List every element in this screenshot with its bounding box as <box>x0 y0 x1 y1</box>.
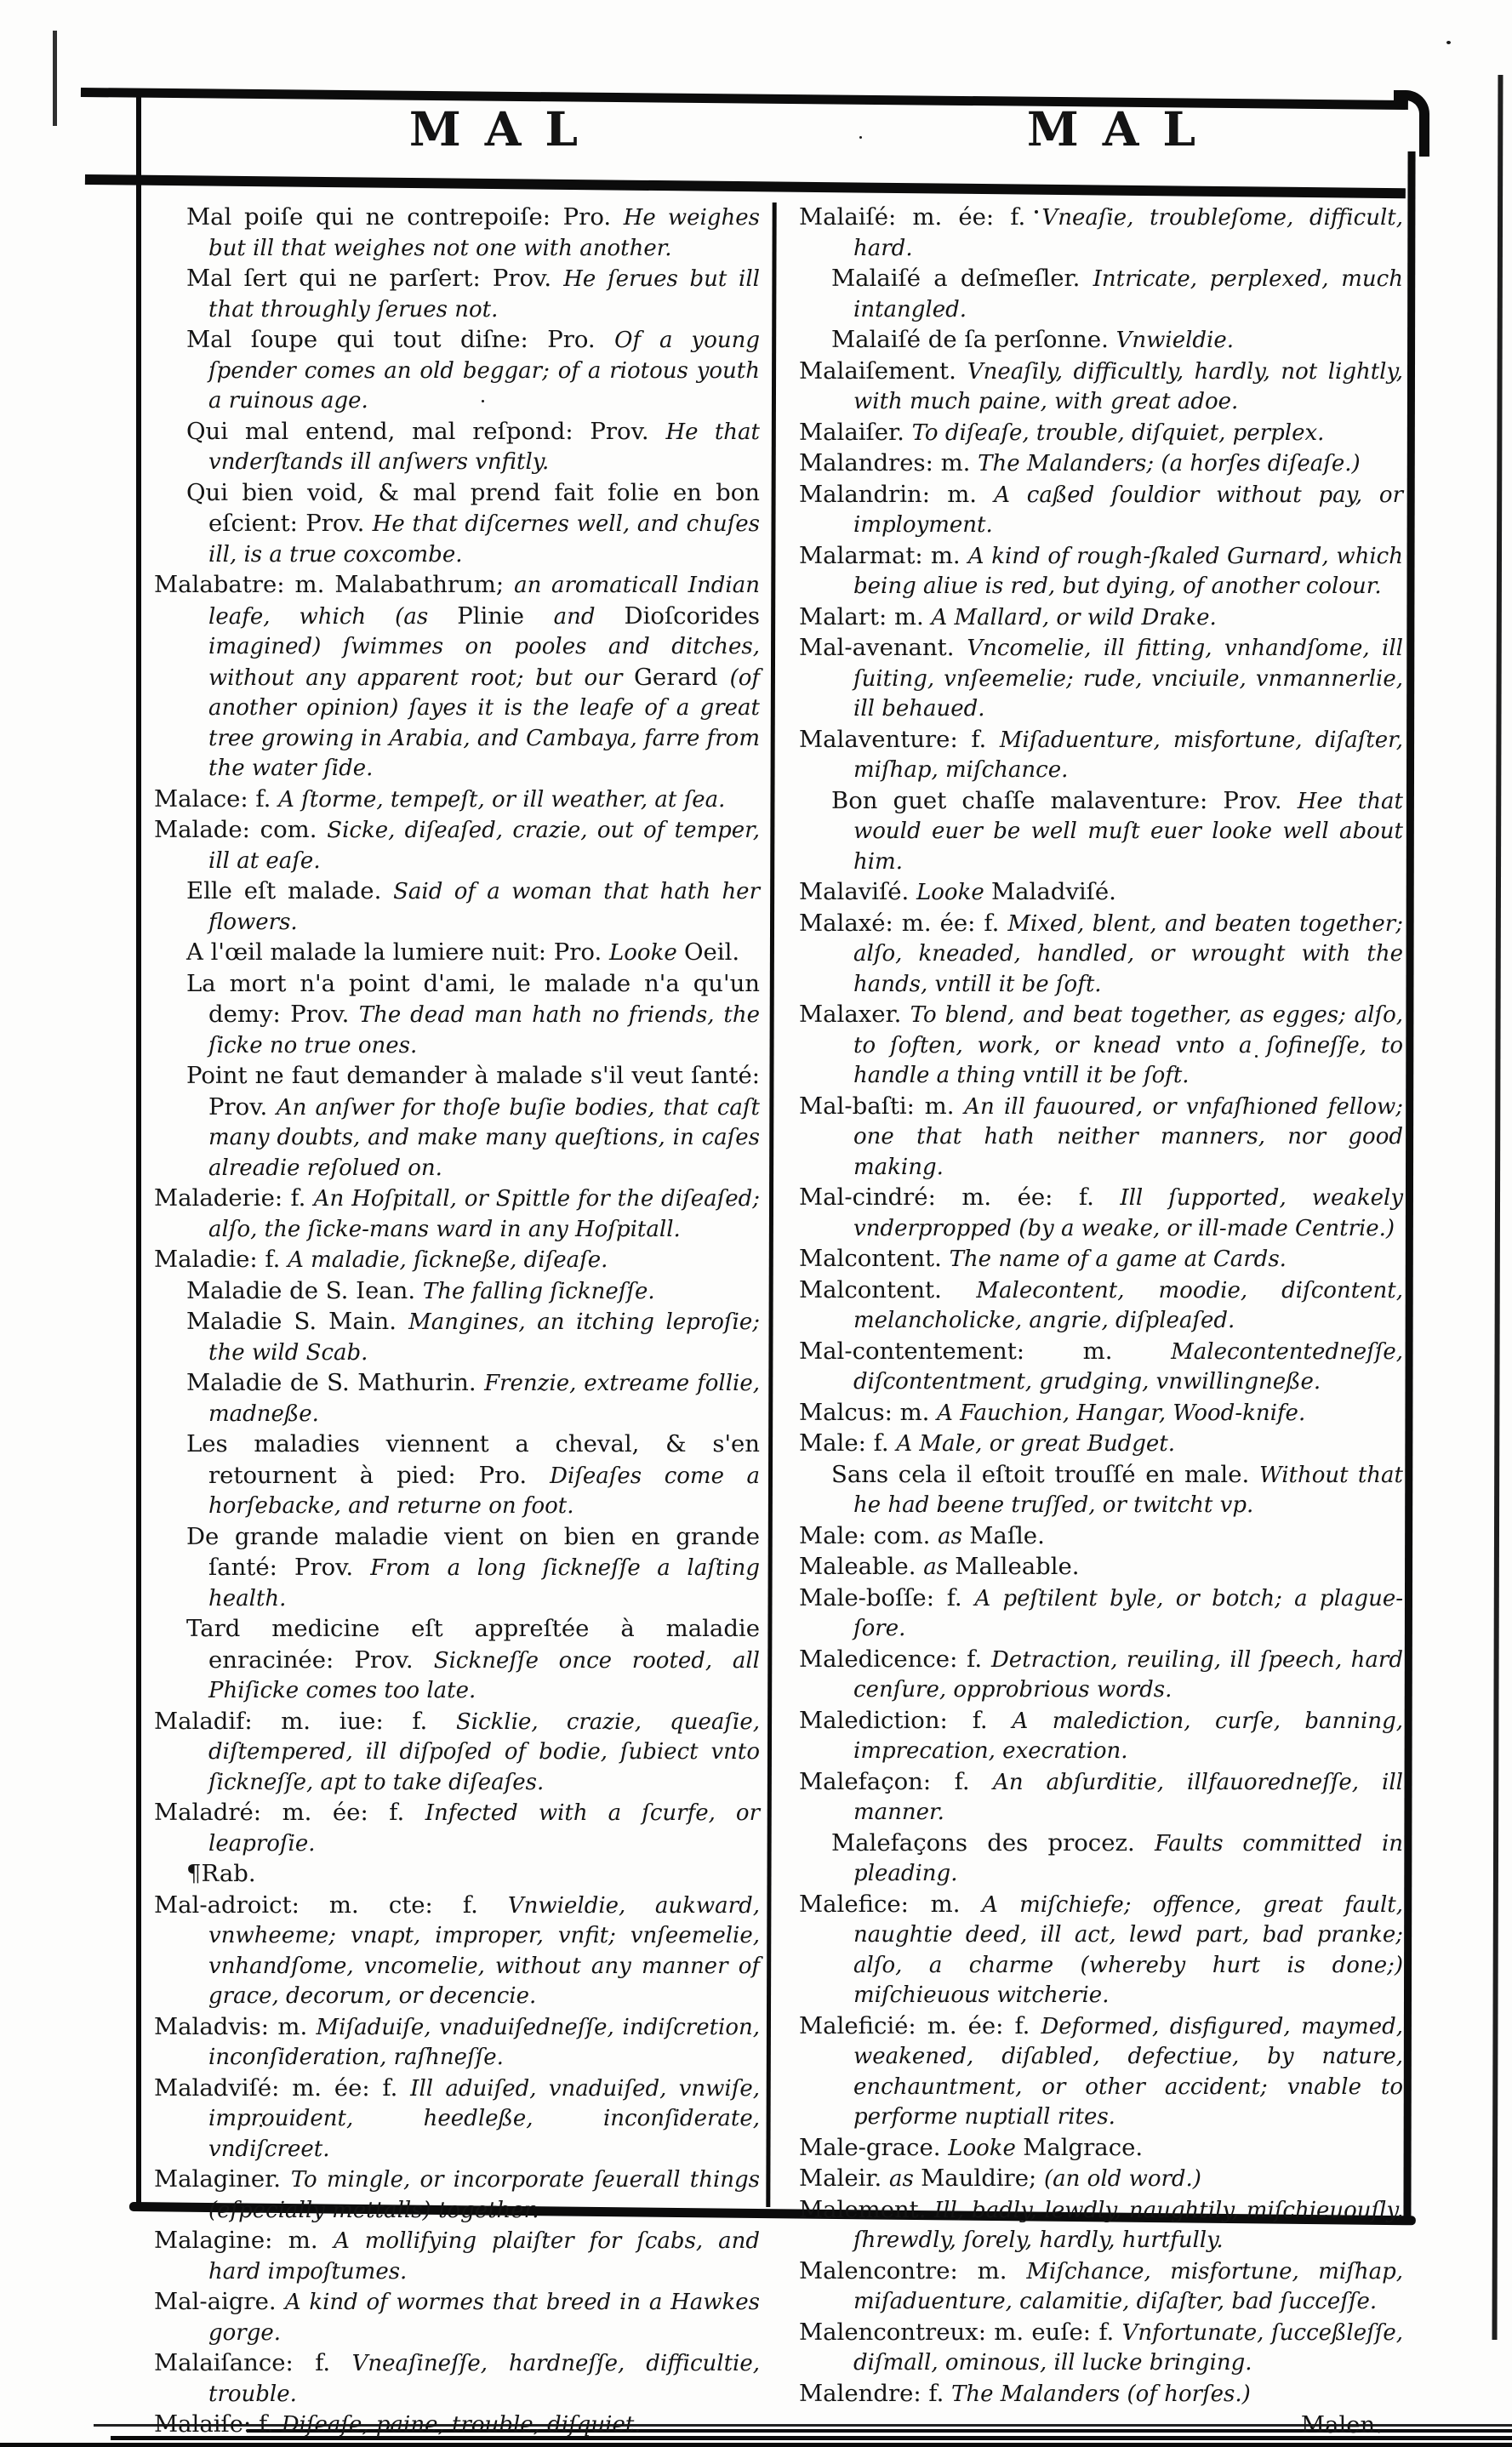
entry-headword-text: Maleir. <box>799 2165 890 2192</box>
entry-gloss-text: Miſchance, misfortune, miſhap, miſaduenture, calamitie, diſaſter, bad ſucceſſe. <box>853 2258 1403 2314</box>
entry-headword-text: Maladie: f. <box>154 1246 288 1273</box>
entry-headword-text: Qui bien void, & mal prend fait folie en bon eſcient: Prov. <box>186 478 760 537</box>
entry-gloss-text: Infected with a ſcurfe, or leaproſie. <box>208 1800 760 1857</box>
entry-gloss-text: Vneaſily, difficultly, hardly, not lightly, with much paine, with great adoe. <box>853 358 1403 414</box>
entry-gloss-text: An Hoſpitall, or Spittle for the diſeaſed; alſo, the ſicke-mans ward in any Hoſpitall. <box>208 1186 761 1242</box>
dictionary-entry <box>799 542 1403 603</box>
dictionary-entry <box>154 970 760 1063</box>
entry-headword-text: Maleable. <box>799 1553 924 1580</box>
entry-headword-text: Maladvis: m. <box>154 2012 317 2040</box>
dictionary-entry <box>799 1184 1403 1245</box>
dictionary-entry <box>799 1646 1403 1707</box>
entry-gloss-text: Diſeaſes come a horſebacke, and returne on foot. <box>208 1463 760 1519</box>
entry-gloss-text: Mangines, an itching leproſie; the wild Scab. <box>208 1309 760 1366</box>
entry-headword-text: Malcontent. <box>799 1275 977 1303</box>
entry-headword-text: Malaiſé de ſa perſonne. <box>831 326 1116 353</box>
dictionary-entry <box>154 816 760 877</box>
dictionary-entry <box>154 1615 760 1708</box>
entry-headword-text: Malagine: m. <box>154 2227 334 2254</box>
dictionary-entry <box>799 326 1403 357</box>
entry-headword-text: Malaviſé. <box>799 878 917 905</box>
dictionary-entry <box>154 203 760 265</box>
dictionary-entry <box>799 1001 1403 1092</box>
dictionary-entry <box>799 1245 1403 1276</box>
dictionary-column-right <box>799 203 1403 2440</box>
dictionary-entry <box>154 1860 760 1891</box>
entry-headword-text: Sans cela il eſtoit trouſſé en male. <box>831 1460 1259 1488</box>
dictionary-entry <box>154 1369 760 1430</box>
entry-headword-text: Mal-cindré: m. ée: f. <box>799 1184 1121 1211</box>
entry-gloss-text: A kind of wormes that breed in a Hawkes gorge. <box>208 2290 760 2346</box>
dictionary-entry <box>799 2257 1403 2319</box>
dictionary-entry <box>799 910 1403 1001</box>
dictionary-entry <box>799 1276 1403 1338</box>
dictionary-entry <box>799 1429 1403 1461</box>
entry-gloss-text: Intricate, perplexed, much intangled. <box>853 266 1403 322</box>
entry-headword-text: Mal ſoupe qui tout diſne: Pro. <box>186 326 615 353</box>
entry-gloss-text: Sicke, diſeaſed, crazie, out of temper, ill at eaſe. <box>208 818 760 874</box>
entry-headword-text: Malaxé: m. ée: f. <box>799 909 1008 937</box>
entry-gloss-text: An anſwer for thoſe buſie bodies, that caſt many doubts, and make many queſtions, in caſes alreadie reſolued on. <box>208 1094 760 1181</box>
dictionary-entry <box>799 878 1403 910</box>
dictionary-entry <box>154 1799 760 1860</box>
entry-gloss-text: Mixed, blent, and beaten together; alſo, kneaded, handled, or wrought with the hands, vntill it be ſoft. <box>853 910 1403 997</box>
dictionary-entry <box>799 787 1403 879</box>
ink-speck <box>859 136 862 139</box>
dictionary-entry <box>154 2410 760 2442</box>
entry-gloss-text: Said of a woman that hath her flowers. <box>208 879 760 935</box>
dictionary-entry <box>154 1708 760 1800</box>
entry-gloss-text: A Mallard, or wild Drake. <box>931 604 1217 630</box>
entry-gloss-text: as <box>938 1523 970 1549</box>
dictionary-entry <box>154 2288 760 2349</box>
entry-gloss-text: Looke <box>916 880 991 905</box>
entry-gloss-text: From a long ſickneſſe a laſting health. <box>208 1555 760 1611</box>
dictionary-entry <box>154 2165 760 2227</box>
dictionary-entry <box>799 2165 1403 2196</box>
dictionary-entry <box>799 1768 1403 1829</box>
entry-headword-text: Male: f. <box>799 1429 897 1457</box>
page-edge-shadow <box>1492 75 1503 2340</box>
dictionary-entry <box>799 1092 1403 1184</box>
entry-headword-text: Malarmat: m. <box>799 541 968 569</box>
dictionary-entry <box>799 2196 1403 2257</box>
dictionary-entry <box>154 2349 760 2410</box>
entry-headword-text: Mal-adroict: m. cte: f. <box>154 1891 508 1919</box>
entry-headword-text: Malandrin: m. <box>799 480 995 508</box>
entry-gloss-text: To blend, and beat together, as egges; alſo, to ſoften, work, or knead vnto a ſofineſſe, to handle a thing vntill it be ſoft. <box>853 1002 1403 1088</box>
entry-gloss-text: He that vnderſtands ill anſwers vnfitly. <box>208 419 761 475</box>
entry-gloss-text: The Malanders; (a horſes diſeaſe.) <box>978 451 1361 476</box>
entry-gloss-text: Sickneſſe once rooted, all Phiſicke comes too late. <box>208 1647 761 1703</box>
entry-headword-text: Mal-avenant. <box>799 634 967 661</box>
catchword-text: Malen. <box>1300 2411 1383 2438</box>
entry-gloss-text: The Malanders (of horſes.) <box>951 2381 1251 2407</box>
entry-gloss-text: An abſurditie, illfauoredneſſe, ill manner. <box>853 1769 1403 1825</box>
header-divider-rule <box>85 174 1406 198</box>
entry-gloss-text: A peſtilent byle, or botch; a plague-ſore. <box>853 1585 1403 1641</box>
entry-gloss-text: Frenzie, extreame follie, madneße. <box>208 1371 760 1427</box>
entry-gloss-text: Of a young ſpender comes an old beggar; of a riotous youth a ruinous age. <box>208 328 760 414</box>
dictionary-entry <box>799 357 1403 419</box>
entry-gloss-text: Vnfortunate, ſucceßleſſe, diſmall, ominous, ill lucke bringing. <box>853 2319 1403 2376</box>
dictionary-entry <box>154 1062 760 1184</box>
entry-gloss-text: Ill ſupported, weakely vnderpropped (by a weake, or ill-made Centrie.) <box>853 1185 1404 1241</box>
entry-headword-text: Maledicence: f. <box>799 1645 991 1673</box>
entry-headword-text: Malaiſé a deſmeſler. <box>831 265 1093 292</box>
entry-headword-text: Elle eſt malade. <box>186 877 394 904</box>
entry-headword-text: Mal-contentement: m. <box>799 1337 1172 1365</box>
entry-gloss-text: A miſchiefe; offence, great fault, naughtie deed, ill act, lewd part, bad pranke; alſo, a charme (whereby hurt is done;) miſchieuous witcherie. <box>853 1891 1403 2008</box>
dictionary-entry <box>154 2013 760 2074</box>
entry-gloss-text: To mingle, or incorporate ſeuerall things (eſpecially mettalls) together. <box>208 2167 760 2223</box>
dictionary-entry <box>154 2074 760 2166</box>
entry-gloss-text: Miſaduiſe, vnaduiſedneſſe, indiſcretion, inconſideration, raſhneſſe. <box>208 2014 761 2070</box>
entry-headword-text: Tard medicine eſt appreſtée à maladie enracinée: Prov. <box>186 1615 760 1674</box>
dictionary-entry <box>799 2380 1403 2411</box>
entry-gloss-text: Faults committed in pleading. <box>853 1830 1404 1886</box>
dictionary-entry <box>799 481 1403 542</box>
entry-gloss-text: He ſerues but ill that throughly ſerues not. <box>208 266 760 322</box>
entry-headword-text: Malediction: f. <box>799 1706 1013 1734</box>
entry-headword-text: Malgrace. <box>1023 2133 1144 2161</box>
dictionary-entry <box>799 1338 1403 1399</box>
dictionary-entry <box>799 1584 1403 1646</box>
entry-headword-text: Maleficié: m. ée: f. <box>799 2011 1041 2039</box>
entry-headword-text: Malefaçons des procez. <box>831 1828 1155 1857</box>
dictionary-entry <box>154 1523 760 1616</box>
entry-headword-text: Malaventure: f. <box>799 725 1000 753</box>
column-divider-rule <box>766 202 776 2207</box>
dictionary-entry <box>154 1277 760 1309</box>
dictionary-entry <box>799 2012 1403 2134</box>
entry-gloss-text: The falling ſickneſſe. <box>422 1278 655 1304</box>
entry-headword-text: Malefaçon: f. <box>799 1767 994 1795</box>
entry-headword-text: Gerard <box>633 663 730 691</box>
entry-headword-text: Male: com. <box>799 1521 939 1549</box>
entry-gloss-text: as <box>889 2166 921 2192</box>
entry-gloss-text: Vneaſineſſe, hardneſſe, difficultie, trouble. <box>208 2351 760 2407</box>
dictionary-entry <box>799 603 1403 635</box>
entry-gloss-text: An ill fauoured, or vnfaſhioned fellow; one that hath neither manners, nor good making. <box>853 1093 1404 1180</box>
entry-gloss-text: Ill, badly, lewdly, naughtily, miſchieuouſly, ſhrewdly, ſorely, hardly, hurtfully. <box>853 2197 1403 2253</box>
entry-headword-text: Mal-baſti: m. <box>799 1092 965 1120</box>
entry-headword-text: Maladie de S. Mathurin. <box>186 1369 485 1396</box>
entry-gloss-text: (of another opinion) ſayes it is the leafe of a great tree growing in Arabia, and Cambaya, farre from the water ſide. <box>208 665 760 781</box>
dictionary-entry <box>154 1430 760 1523</box>
entry-headword-text: Les maladies viennent a cheval, & s'en retournent à pied: Pro. <box>186 1430 760 1489</box>
dictionary-entry <box>799 1399 1403 1430</box>
entry-headword-text: A l'œil malade la lumiere nuit: Pro. <box>186 938 609 966</box>
entry-gloss-text: an aromaticall Indian leafe, which (as <box>208 573 760 630</box>
top-right-corner-rule <box>1394 90 1429 157</box>
entry-gloss-text: Deformed, disfigured, maymed, weakened, diſabled, defectiue, by nature, enchauntment, or other accident; vnable to performe nuptiall rites. <box>853 2013 1403 2130</box>
dictionary-entry <box>799 1522 1403 1554</box>
entry-headword-text: Malaxer. <box>799 1001 910 1028</box>
entry-gloss-text: A Fauchion, Hangar, Wood-knife. <box>937 1400 1306 1426</box>
entry-gloss-text: Vneaſie, troubleſome, difficult, hard. <box>853 205 1403 261</box>
entry-headword-text: Maſle. <box>969 1521 1045 1549</box>
entry-headword-text: Qui mal entend, mal reſpond: Prov. <box>186 417 666 445</box>
dictionary-entry <box>799 265 1403 326</box>
dictionary-entry <box>154 938 760 970</box>
entry-gloss-text: A malediction, curſe, banning, imprecation, execration. <box>853 1708 1403 1764</box>
entry-gloss-text: Vnwieldie, aukward, vnwheeme; vnapt, improper, vnfit; vnſeemelie, vnhandſome, vncomelie, without any manner of grace, decorum, or decencie. <box>208 1892 761 2009</box>
entry-headword-text: La mort n'a point d'ami, le malade n'a qu'un demy: Prov. <box>186 969 760 1028</box>
dictionary-column-left <box>154 203 760 2442</box>
scan-edge-streak <box>0 2443 1512 2447</box>
entry-headword-text: Malendre: f. <box>799 2379 952 2407</box>
entry-gloss-text: A mollifying plaiſter for ſcabs, and hard impoſtumes. <box>208 2228 761 2284</box>
entry-headword-text: Male-grace. <box>799 2133 949 2161</box>
entry-gloss-text: Hee that would euer be well muſt euer looke well about him. <box>853 788 1403 875</box>
entry-headword-text: Male-boſſe: f. <box>799 1583 975 1611</box>
entry-gloss-text: A maladie, ſickneße, diſeaſe. <box>288 1247 608 1273</box>
entry-headword-text: Malaginer. <box>154 2165 291 2193</box>
entry-headword-text: Dioſcorides <box>624 602 760 630</box>
dictionary-entry <box>154 1891 760 2013</box>
entry-headword-text: Maladie de S. Iean. <box>186 1276 423 1304</box>
entry-gloss-text: A caßed ſouldior without pay, or imployment. <box>853 482 1403 538</box>
dictionary-entry <box>154 479 760 572</box>
dictionary-entry <box>799 1891 1403 2012</box>
entry-gloss-text: Miſaduenture, misfortune, diſaſter, miſhap, miſchance. <box>853 727 1404 783</box>
entry-headword-text: Malaiſé: m. ée: f. <box>799 203 1042 231</box>
entry-gloss-text: Ill aduiſed, vnaduiſed, vnwiſe, improuident, heedleße, inconſiderate, vndiſcreet. <box>208 2075 760 2162</box>
entry-gloss-text: imagined) ſwimmes on pooles and ditches, without any apparent root; but our <box>208 634 760 691</box>
entry-gloss-text: Looke <box>948 2135 1024 2161</box>
entry-gloss-text: To diſeaſe, trouble, diſquiet, perplex. <box>911 419 1325 446</box>
entry-headword-text: Point ne faut demander à malade s'il veut ſanté: Prov. <box>186 1062 760 1121</box>
entry-headword-text: Mal poiſe qui ne contrepoiſe: Pro. <box>186 203 624 231</box>
entry-headword-text: Malaiſe: f. <box>154 2410 282 2438</box>
dictionary-entry <box>799 203 1403 265</box>
left-frame-rule <box>136 95 141 2207</box>
dictionary-entry <box>154 265 760 326</box>
dictionary-entry <box>799 726 1403 787</box>
entry-headword-text: Malcontent. <box>799 1245 950 1272</box>
entry-headword-text: Malencontreux: m. euſe: f. <box>799 2318 1122 2346</box>
entry-headword-text: Malencontre: m. <box>799 2256 1027 2284</box>
dictionary-entry <box>154 877 760 938</box>
entry-gloss-text: A Male, or great Budget. <box>896 1431 1175 1457</box>
dictionary-entry <box>799 449 1403 481</box>
entry-gloss-text: He weighes but ill that weighes not one with another. <box>208 205 760 261</box>
entry-headword-text: Mauldire; <box>921 2165 1045 2192</box>
running-head-left: MAL <box>408 101 602 157</box>
dictionary-entry <box>799 2134 1403 2165</box>
entry-headword-text: Malandres: m. <box>799 449 979 476</box>
entry-headword-text: Maladerie: f. <box>154 1184 314 1212</box>
entry-headword-text: Oeil. <box>683 938 740 966</box>
dictionary-entry <box>154 571 760 785</box>
entry-gloss-text: Without that he had beene truſſed, or twitcht vp. <box>853 1462 1403 1518</box>
dictionary-entry <box>799 1707 1403 1768</box>
dictionary-entry <box>799 1461 1403 1522</box>
entry-gloss-text: Diſeaſe, paine, trouble, diſquiet. <box>281 2412 642 2438</box>
entry-headword-text: Malade: com. <box>154 816 328 843</box>
entry-gloss-text: He that diſcernes well, and chuſes ill, is a true coxcombe. <box>208 511 760 568</box>
right-frame-rule <box>1403 151 1415 2217</box>
entry-headword-text: Malabatre: m. Malabathrum; <box>154 571 515 598</box>
entry-gloss-text: Vnwieldie. <box>1115 328 1235 353</box>
entry-gloss-text: as <box>923 1554 956 1580</box>
scan-artifact-mark <box>53 31 57 126</box>
dictionary-entry <box>799 1829 1403 1891</box>
entry-gloss-text: Malecontent, moodie, diſcontent, melancholicke, angrie, diſpleaſed. <box>853 1277 1403 1333</box>
entry-headword-text: Maladif: m. iue: f. <box>154 1707 456 1735</box>
entry-gloss-text: and <box>553 603 625 630</box>
entry-headword-text: Plinie <box>457 602 554 630</box>
dictionary-entry <box>154 785 760 817</box>
entry-headword-text: ¶Rab. <box>186 1860 256 1887</box>
entry-headword-text: Maladie S. Main. <box>186 1308 409 1335</box>
entry-headword-text: Mal-aigre. <box>154 2288 285 2315</box>
entry-headword-text: Malaiſer. <box>799 418 912 446</box>
entry-headword-text: Malart: m. <box>799 602 932 630</box>
entry-headword-text: De grande maladie vient on bien en grande ſanté: Prov. <box>186 1522 760 1581</box>
entry-gloss-text: Detraction, reuiling, ill ſpeech, hard cenſure, opprobrious words. <box>853 1646 1403 1703</box>
entry-gloss-text: A ſtorme, tempeſt, or ill weather, at ſea. <box>278 786 726 813</box>
entry-headword-text: Maladviſé: m. ée: f. <box>154 2073 411 2102</box>
entry-headword-text: Malleable. <box>955 1553 1080 1580</box>
entry-headword-text: Malace: f. <box>154 784 279 813</box>
dictionary-entry <box>799 634 1403 726</box>
entry-headword-text: Malefice: m. <box>799 1890 983 1918</box>
entry-headword-text: Maladré: m. ée: f. <box>154 1799 425 1826</box>
dictionary-entry <box>154 2227 760 2288</box>
dictionary-entry <box>799 419 1403 450</box>
entry-headword-text: Malaiſement. <box>799 356 967 385</box>
entry-headword-text: Bon guet chaſſe malaventure: Prov. <box>831 786 1298 814</box>
entry-gloss-text: The name of a game at Cards. <box>949 1246 1287 1272</box>
entry-headword-text: Malement. <box>799 2195 934 2223</box>
dictionary-entry <box>154 1246 760 1277</box>
dictionary-entry <box>154 326 760 418</box>
entry-gloss-text: Looke <box>609 940 684 966</box>
entry-headword-text: Mal ſert qui ne parſert: Prov. <box>186 265 564 292</box>
entry-headword-text: Malaiſance: f. <box>154 2349 352 2376</box>
dictionary-entry <box>154 418 760 479</box>
entry-headword-text: Maladviſé. <box>991 878 1116 905</box>
entry-gloss-text: A kind of rough-ſkaled Gurnard, which being aliue is red, but dying, of another colour. <box>853 543 1403 599</box>
entry-gloss-text: Vncomelie, ill fitting, vnhandſome, ill ſuiting, vnſeemelie; rude, vnciuile, vnmannerlie, ill behaued. <box>853 636 1403 722</box>
entry-gloss-text: (an old word.) <box>1044 2166 1201 2192</box>
catchword <box>799 2410 1403 2440</box>
dictionary-entry <box>799 2319 1403 2380</box>
entry-gloss-text: The dead man hath no friends, the ſicke no true ones. <box>208 1002 760 1058</box>
ink-speck <box>1446 41 1451 44</box>
dictionary-entry <box>154 1184 760 1246</box>
running-head-right: MAL <box>1026 101 1220 157</box>
entry-headword-text: Malcus: m. <box>799 1398 938 1426</box>
dictionary-entry <box>799 1553 1403 1584</box>
entry-gloss-text: Malecontentedneſſe, diſcontentment, grudging, vnwillingneße. <box>853 1338 1403 1395</box>
entry-gloss-text: Sicklie, crazie, queaſie, diſtempered, ill diſpoſed of bodie, ſubiect vnto ſickneſſe, apt to take diſeaſes. <box>208 1708 761 1795</box>
dictionary-entry <box>154 1308 760 1369</box>
